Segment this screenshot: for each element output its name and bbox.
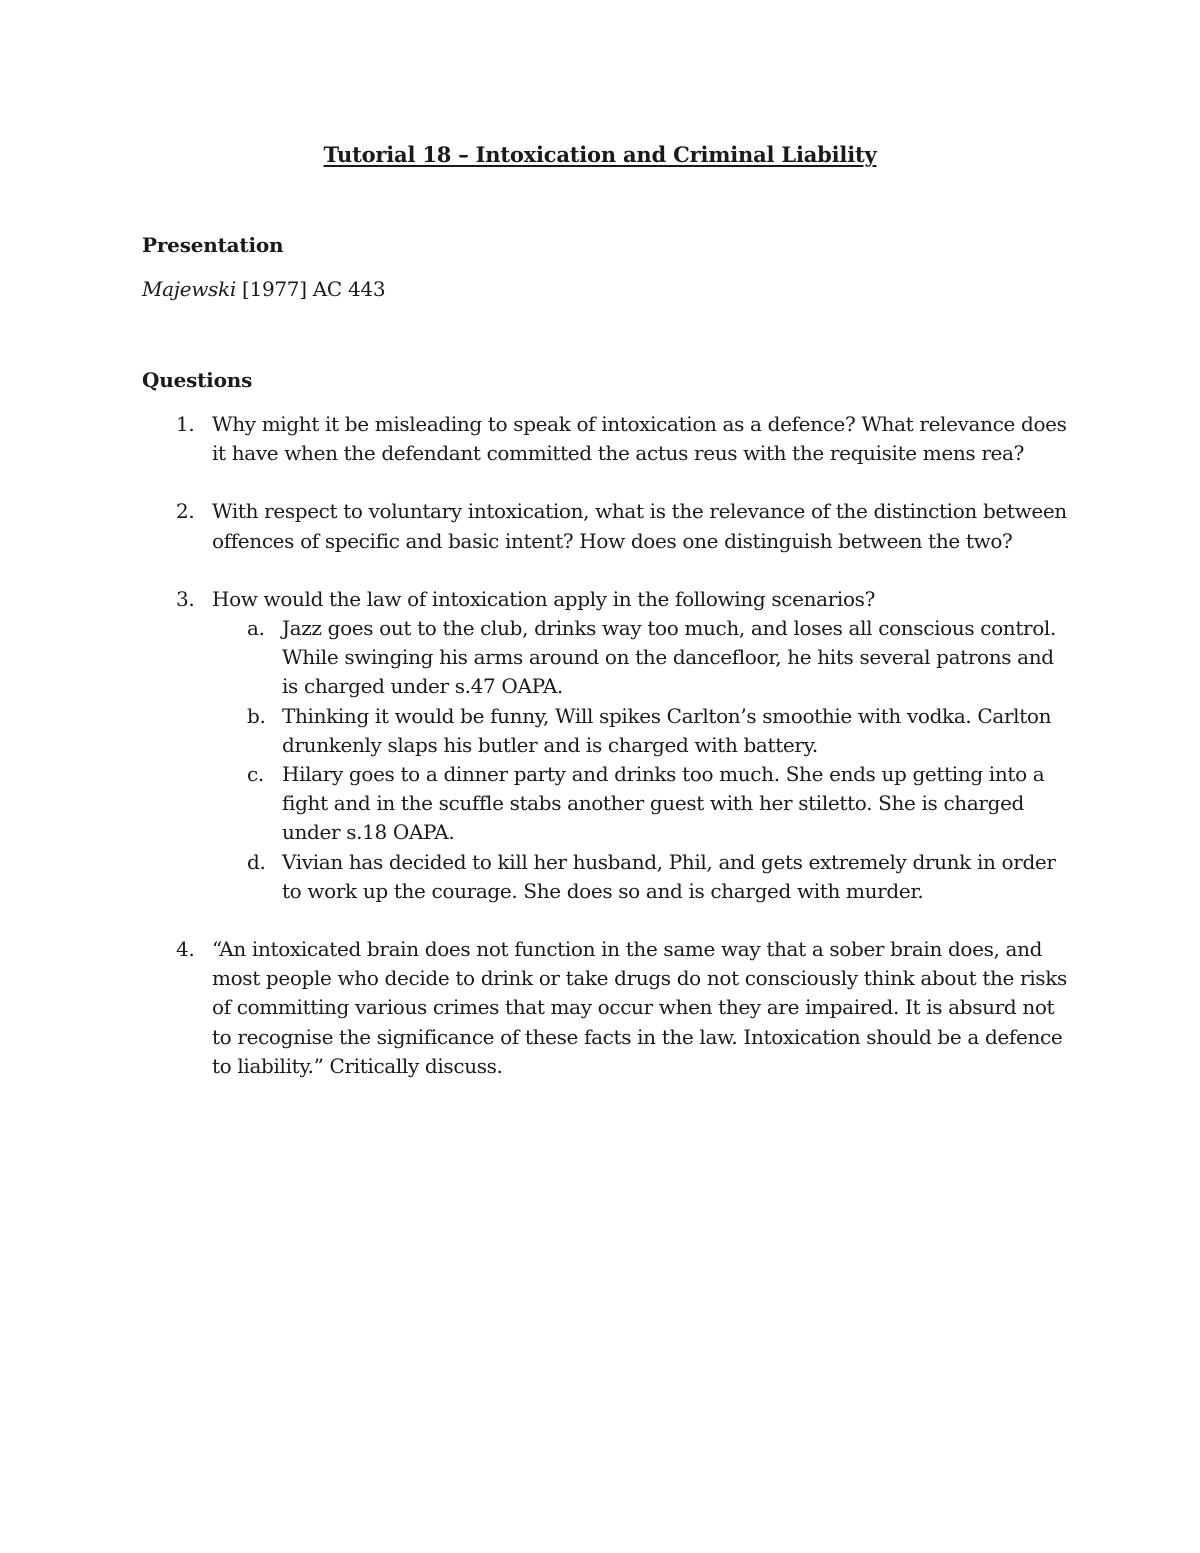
scenario-item [212, 614, 1072, 702]
scenario-text: Hilary goes to a dinner party and drinks too much. She ends up getting into a fight and in the scuffle stabs another guest with her stiletto. She is charged under s.18 OAPA. [282, 762, 1045, 845]
question-item [142, 585, 1072, 906]
scenario-item [212, 848, 1072, 906]
case-citation: [1977] AC 443 [235, 277, 386, 301]
question-text: With respect to voluntary intoxication, what is the relevance of the distinction between offences of specific and basic intent? How does one distinguish between the two? [212, 499, 1067, 553]
scenario-text: Jazz goes out to the club, drinks way too much, and loses all conscious control. While swinging his arms around on the dancefloor, he hits several patrons and is charged under s.47 OAPA. [282, 616, 1056, 699]
presentation-heading: Presentation [142, 233, 284, 257]
scenario-letter: d. [247, 849, 266, 874]
question-item [142, 410, 1072, 468]
question-text: Why might it be misleading to speak of intoxication as a defence? What relevance does it have when the defendant committed the actus reus with the requisite mens rea? [212, 412, 1067, 466]
question-number: 4. [176, 937, 195, 962]
case-reference [142, 277, 385, 301]
question-item [142, 497, 1072, 555]
question-number: 1. [176, 412, 195, 436]
question-text: How would the law of intoxication apply in the following scenarios? [212, 586, 875, 611]
scenario-item [212, 760, 1072, 848]
question-item [142, 935, 1072, 1081]
scenario-text: Thinking it would be funny, Will spikes Carlton’s smoothie with vodka. Carlton drunkenly slaps his butler and is charged with battery. [282, 703, 1052, 757]
scenario-letter: b. [247, 703, 266, 728]
questions-heading: Questions [142, 368, 253, 392]
scenario-list [212, 614, 1072, 906]
question-number: 2. [176, 499, 195, 524]
scenario-text: Vivian has decided to kill her husband, Phil, and gets extremely drunk in order to work up the courage. She does so and is charged with murder. [282, 849, 1056, 903]
scenario-item [212, 702, 1072, 760]
question-list [142, 410, 1072, 1110]
case-name: Majewski [142, 277, 236, 301]
question-text: “An intoxicated brain does not function in the same way that a sober brain does, and most people who decide to drink or take drugs do not consciously think about the risks of committing various crimes that may occur when they are impaired. It is absurd not to recognise the significance of these facts in the law. Intoxication should be a defence to liability.” Critically discuss. [212, 937, 1067, 1078]
scenario-letter: c. [247, 762, 264, 787]
page-title: Tutorial 18 – Intoxication and Criminal Liability [323, 142, 877, 167]
scenario-letter: a. [247, 616, 265, 641]
question-number: 3. [176, 586, 195, 611]
